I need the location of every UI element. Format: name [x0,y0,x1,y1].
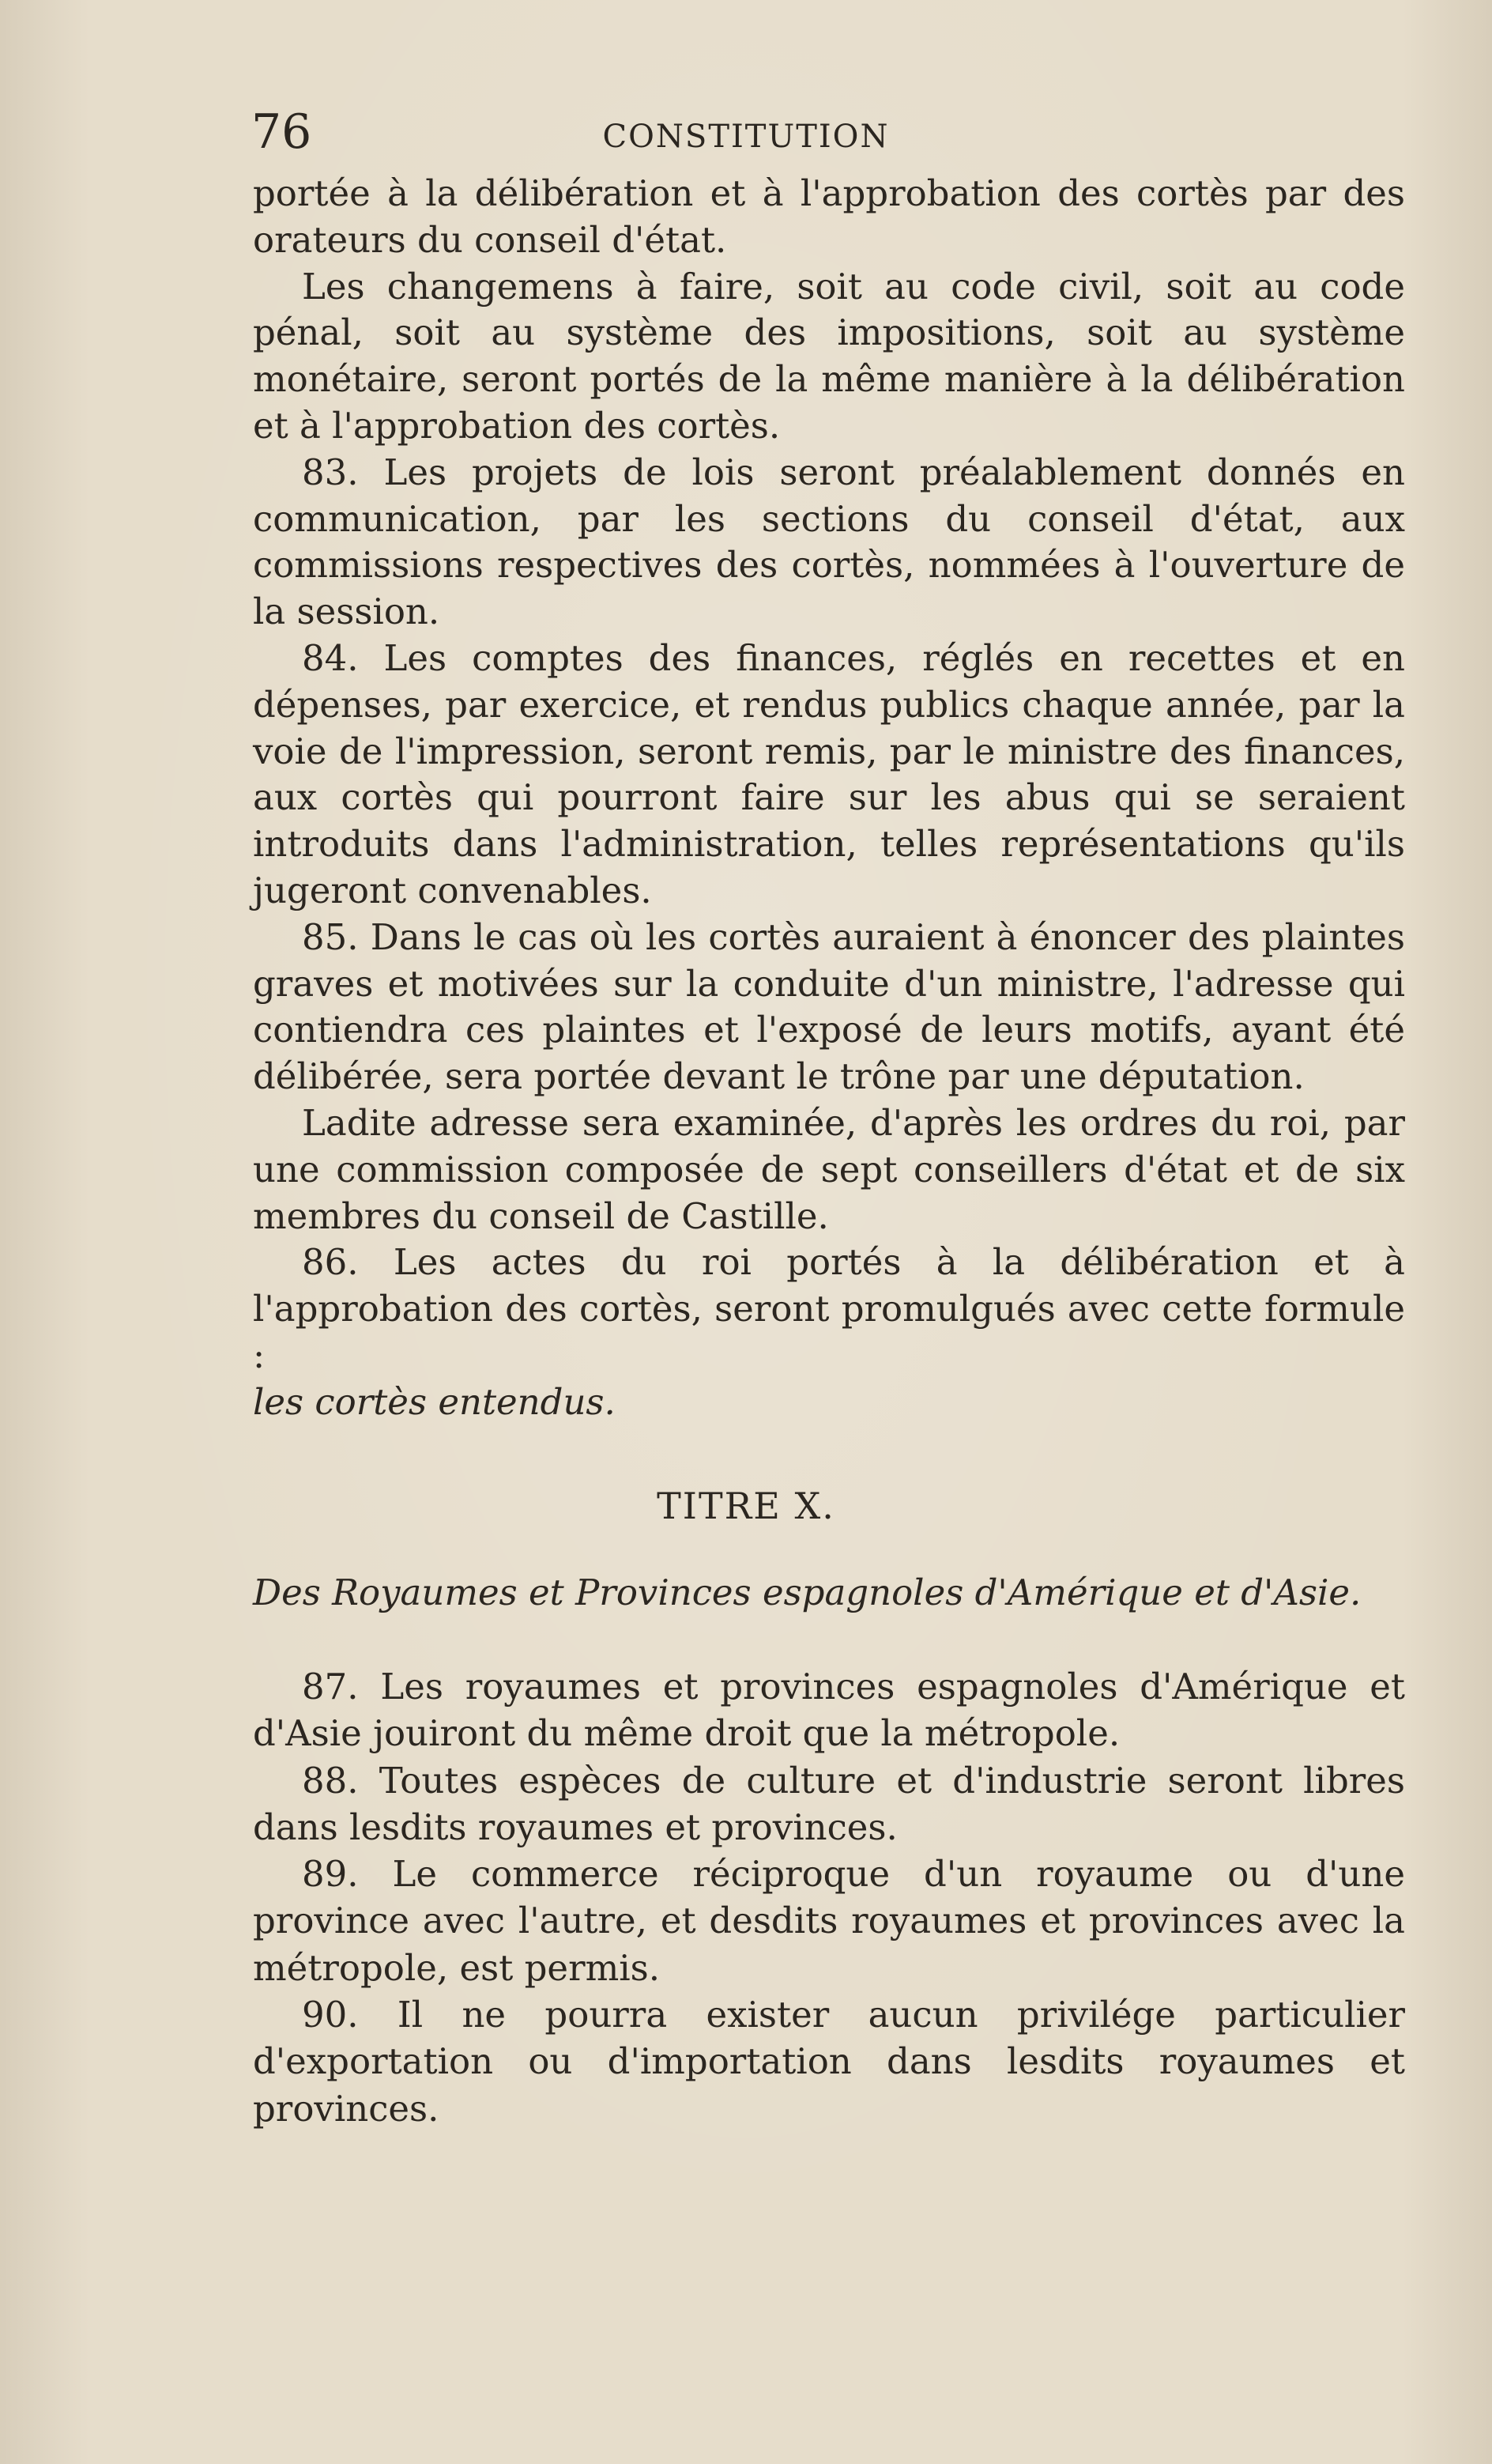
body-text-bottom [253,1663,1405,2132]
paragraph-continuation: portée à la délibération et à l'approbation des cortès par des orateurs du conseil d'état. [253,172,1405,261]
page-number: 76 [251,104,312,160]
body-text-top [253,171,1405,1426]
section-title: TITRE X. [657,1485,835,1527]
article-88: 88. Toutes espèces de culture et d'industrie seront libres dans lesdits royaumes et provinces. [253,1759,1405,1848]
running-head: CONSTITUTION [602,119,890,155]
article-89: 89. Le commerce réciproque d'un royaume ou d'une province avec l'autre, et desdits royaumes et provinces avec la métropole, est permis. [253,1853,1405,1989]
article-86: 86. Les actes du roi portés à la délibération et à l'approbation des cortès, seront promulgués avec cette formule : [253,1241,1405,1376]
article-85: 85. Dans le cas où les cortès auraient à énoncer des plaintes graves et motivées sur la conduite d'un ministre, l'adresse qui contiendra ces plaintes et l'exposé de leurs motifs, ayant été délibérée, sera portée devant le trône par une députation. [253,915,1405,1098]
paragraph-ladite-adresse: Ladite adresse sera examinée, d'après les ordres du roi, par une commission composée de sept conseillers d'état et de six membres du conseil de Castille. [253,1101,1405,1237]
paragraph-changemens: Les changemens à faire, soit au code civil, soit au code pénal, soit au système des impositions, soit au système monétaire, seront portés de la même manière à la délibération et à l'approbation des cortès. [253,265,1405,447]
formula-text: les cortès entendus. [253,1380,616,1423]
article-87: 87. Les royaumes et provinces espagnoles d'Amérique et d'Asie jouiront du même droit que la métropole. [253,1666,1405,1755]
article-90: 90. Il ne pourra exister aucun privilége particulier d'exportation ou d'importation dans lesdits royaumes et provinces. [253,1994,1405,2130]
show-through-ink [269,2123,1375,2147]
article-83: 83. Les projets de lois seront préalablement donnés en communication, par les sections du conseil d'état, aux commissions respectives des cortès, nommées à l'ouverture de la session. [253,451,1405,633]
article-84: 84. Les comptes des finances, réglés en recettes et en dépenses, par exercice, et rendus publics chaque année, par la voie de l'impression, seront remis, par le ministre des finances, aux cortès qui pourront faire sur les abus qui se seraient introduits dans l'administration, telles représentations qu'ils jugeront convenables. [253,636,1405,911]
section-subtitle: Des Royaumes et Provinces espagnoles d'Amérique et d'Asie. [253,1572,1362,1613]
